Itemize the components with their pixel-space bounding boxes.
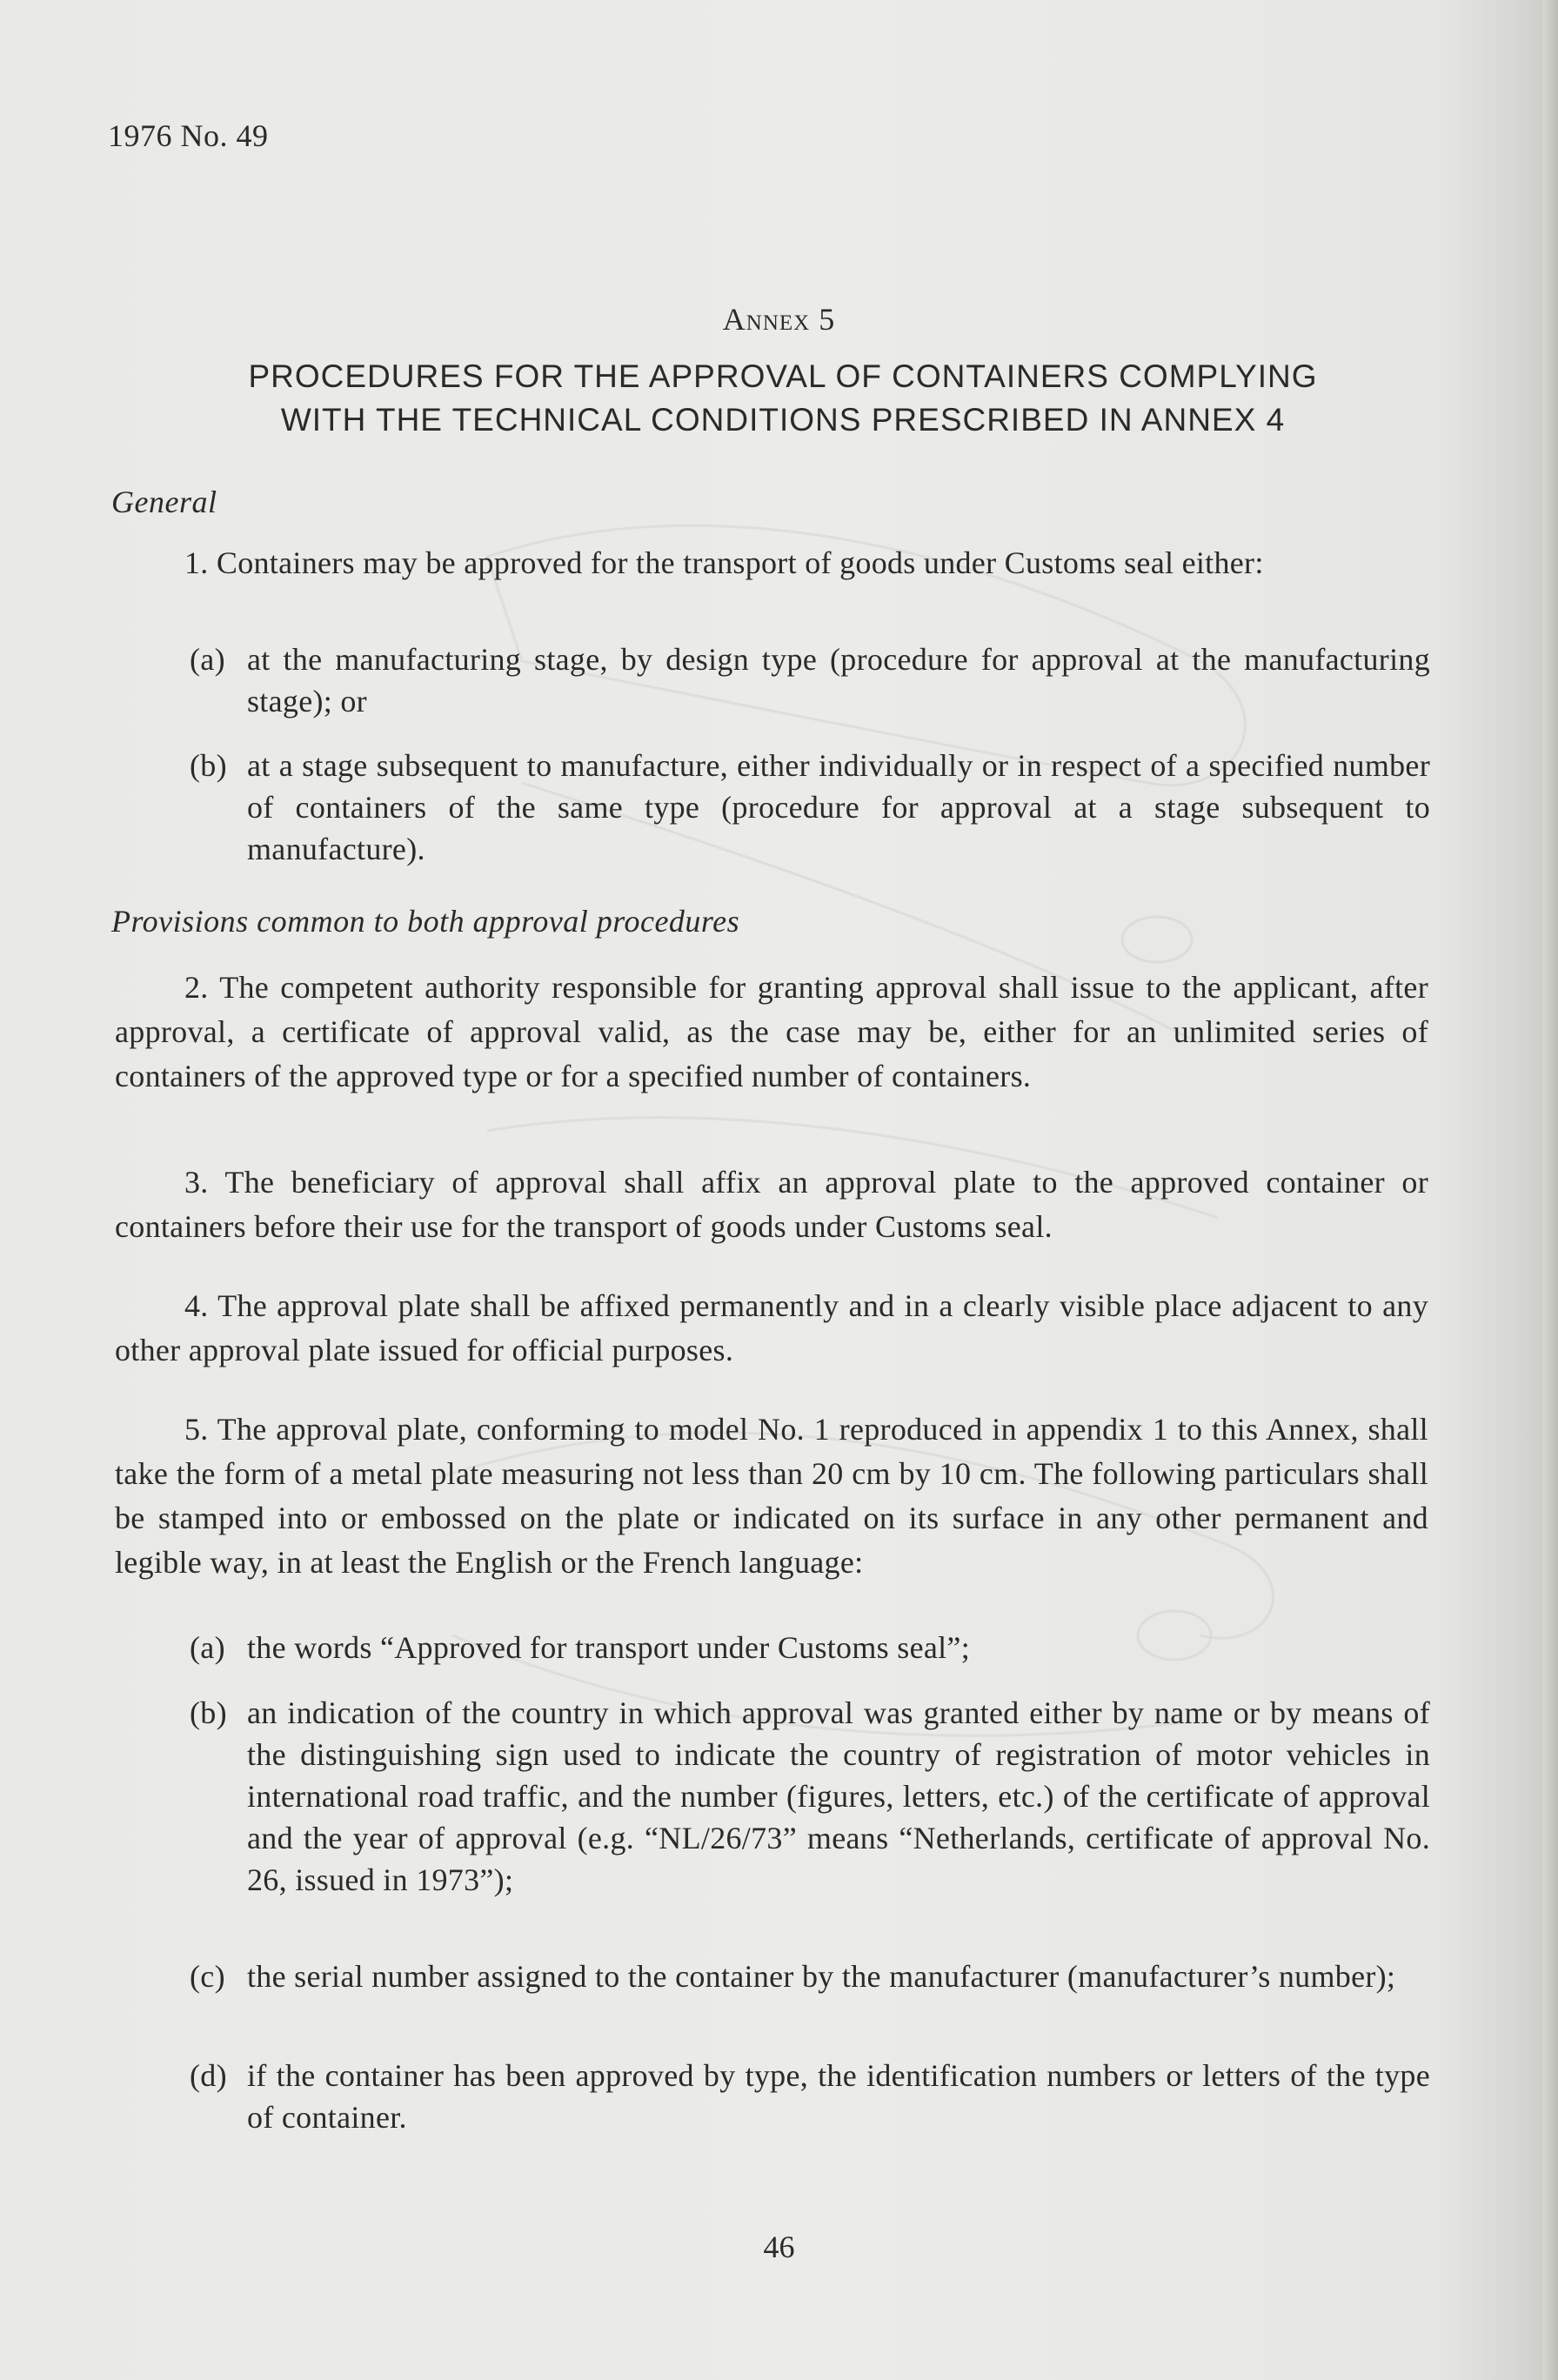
- paragraph-1: [115, 541, 1428, 585]
- annex-title-line-1: PROCEDURES FOR THE APPROVAL OF CONTAINERS COMPLYING: [248, 358, 1318, 394]
- section-heading-general: General: [111, 485, 217, 519]
- list-marker: (a): [190, 1630, 225, 1665]
- paragraph-1-text: 1. Containers may be approved for the transport of goods under Customs seal either:: [184, 545, 1264, 580]
- paragraph-5-text: 5. The approval plate, conforming to model No. 1 reproduced in appendix 1 to this Annex, shall take the form of a metal plate measuring not less than 20 cm by 10 cm. The following particulars shall be stamped into or embossed on the plate or indicated on its surface in any other permanent and legible way, in at least the English or the French language:: [115, 1412, 1428, 1580]
- list-marker: (b): [190, 1695, 227, 1730]
- list-item-5c: [191, 1955, 1430, 1997]
- paragraph-4: [115, 1284, 1428, 1373]
- list-item-1a: [191, 638, 1430, 722]
- list-marker: (d): [190, 2058, 227, 2093]
- document-header: 1976 No. 49: [108, 118, 269, 153]
- paragraph-2-text: 2. The competent authority responsible for granting approval shall issue to the applicant, after approval, a certificate of approval valid, as the case may be, either for an unlimited series of containers of the approved type or for a specified number of containers.: [115, 970, 1428, 1093]
- paragraph-2: [115, 966, 1428, 1099]
- list-item-text: if the container has been approved by type, the identification numbers or letters of the type of container.: [247, 2058, 1430, 2135]
- page-number: 46: [763, 2230, 795, 2264]
- list-marker: (b): [190, 748, 227, 783]
- annex-title-line-2: WITH THE TECHNICAL CONDITIONS PRESCRIBED IN ANNEX 4: [280, 402, 1286, 438]
- list-item-text: at a stage subsequent to manufacture, either individually or in respect of a specified number of containers of the same type (procedure for approval at a stage subsequent to manufacture).: [247, 748, 1430, 866]
- paragraph-3: [115, 1160, 1428, 1249]
- list-item-text: an indication of the country in which approval was granted either by name or by means of the distinguishing sign used to indicate the country of registration of motor vehicles in international road traffic, and the number (figures, letters, etc.) of the certificate of approval and the year of approval (e.g. “NL/26/73” means “Netherlands, certificate of approval No. 26, issued in 1973”);: [247, 1695, 1430, 1897]
- list-item-5b: [191, 1692, 1430, 1901]
- annex-title: [130, 355, 1435, 442]
- list-item-1b: [191, 745, 1430, 870]
- paragraph-5: [115, 1407, 1428, 1585]
- section-heading-common-provisions: Provisions common to both approval procedures: [111, 904, 740, 939]
- page-edge-shadow: [1542, 0, 1558, 2380]
- list-item-5d: [191, 2055, 1430, 2138]
- annex-label: Annex 5: [722, 302, 836, 337]
- list-item-text: at the manufacturing stage, by design type (procedure for approval at the manufacturing stage); or: [247, 642, 1430, 719]
- list-marker: (c): [190, 1959, 225, 1994]
- list-marker: (a): [190, 642, 225, 677]
- list-item-text: the serial number assigned to the container by the manufacturer (manufacturer’s number);: [247, 1959, 1396, 1994]
- paragraph-3-text: 3. The beneficiary of approval shall affix an approval plate to the approved container or containers before their use for the transport of goods under Customs seal.: [115, 1165, 1428, 1244]
- paragraph-4-text: 4. The approval plate shall be affixed permanently and in a clearly visible place adjacent to any other approval plate issued for official purposes.: [115, 1288, 1428, 1367]
- list-item-text: the words “Approved for transport under Customs seal”;: [247, 1630, 971, 1665]
- list-item-5a: [191, 1627, 1430, 1668]
